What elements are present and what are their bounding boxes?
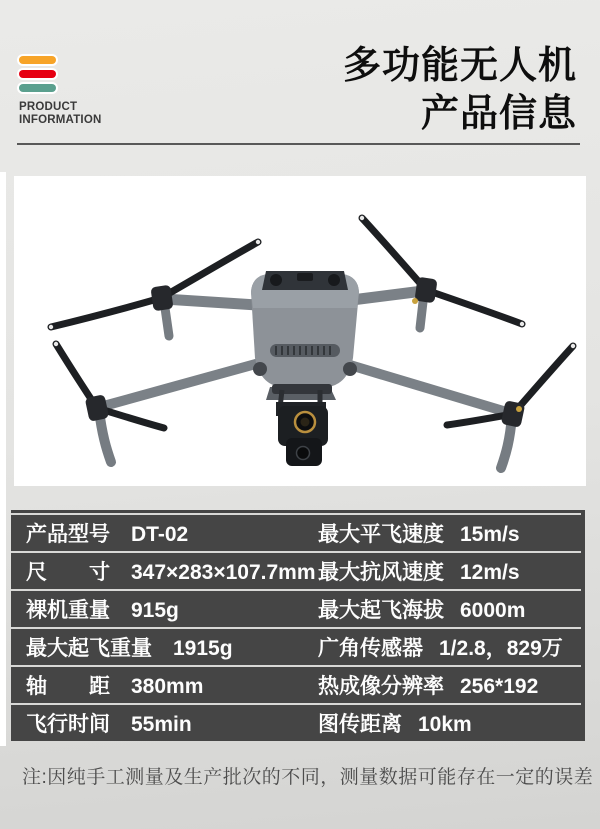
left-white-strip — [0, 172, 6, 746]
spec-label: 产品型号 — [26, 523, 110, 546]
logo-text — [19, 101, 101, 127]
drone-body — [251, 271, 359, 400]
spec-value: 347×283×107.7mm — [131, 561, 316, 584]
spec-value: 915g — [131, 599, 179, 622]
logo-bar-green — [19, 84, 56, 92]
spec-cell-left — [26, 670, 318, 700]
spec-cell-right — [318, 708, 585, 738]
logo-text-line-1: PRODUCT — [19, 101, 78, 113]
spec-row — [11, 629, 585, 665]
spec-label: 最大平飞速度 — [318, 523, 444, 546]
drone-illustration — [14, 176, 586, 486]
spec-value: 12m/s — [460, 561, 520, 584]
logo-text-line-2: INFORMATION — [19, 114, 102, 126]
spec-value: DT-02 — [131, 523, 189, 546]
spec-cell-right — [318, 556, 585, 586]
spec-label: 裸机重量 — [26, 599, 110, 622]
header-rule — [17, 143, 580, 145]
spec-cell-right — [318, 632, 585, 662]
spec-value: 10km — [418, 713, 472, 736]
spec-cell-left — [26, 708, 318, 738]
product-photo — [14, 176, 586, 486]
spec-label: 广角传感器 — [318, 637, 423, 660]
spec-row — [11, 515, 585, 551]
spec-table-body — [11, 515, 585, 741]
brand-logo — [19, 56, 101, 127]
logo-bar-orange — [19, 56, 56, 64]
spec-cell-left — [26, 594, 318, 624]
spec-label: 图传距离 — [318, 713, 402, 736]
spec-value: 1915g — [173, 637, 233, 660]
spec-cell-right — [318, 518, 585, 548]
spec-cell-left — [26, 556, 318, 586]
spec-label: 轴距 — [26, 675, 110, 698]
spec-value: 55min — [131, 713, 192, 736]
spec-value: 380mm — [131, 675, 204, 698]
spec-cell-left — [26, 518, 318, 548]
spec-table — [11, 510, 585, 741]
spec-label: 最大起飞重量 — [26, 637, 152, 660]
spec-value: 256*192 — [460, 675, 539, 698]
spec-row — [11, 667, 585, 703]
spec-label: 最大起飞海拔 — [318, 599, 444, 622]
spec-row — [11, 591, 585, 627]
spec-value: 1/2.8，829万 — [439, 637, 563, 660]
spec-label: 最大抗风速度 — [318, 561, 444, 584]
spec-label: 飞行时间 — [26, 713, 110, 736]
spec-value: 15m/s — [460, 523, 520, 546]
spec-cell-right — [318, 670, 585, 700]
title-line-1: 多功能无人机 — [342, 45, 577, 87]
title-line-2: 产品信息 — [420, 93, 577, 135]
spec-value: 6000m — [460, 599, 526, 622]
spec-label: 尺寸 — [26, 561, 110, 584]
spec-cell-left — [26, 632, 318, 662]
page-title — [343, 42, 577, 138]
spec-row — [11, 553, 585, 589]
note-text: 注:因纯手工测量及生产批次的不同，测量数据可能存在一定的误差 — [22, 767, 594, 788]
spec-label: 热成像分辨率 — [318, 675, 444, 698]
spec-cell-right — [318, 594, 585, 624]
logo-bar-red — [19, 70, 56, 78]
spec-row — [11, 705, 585, 741]
